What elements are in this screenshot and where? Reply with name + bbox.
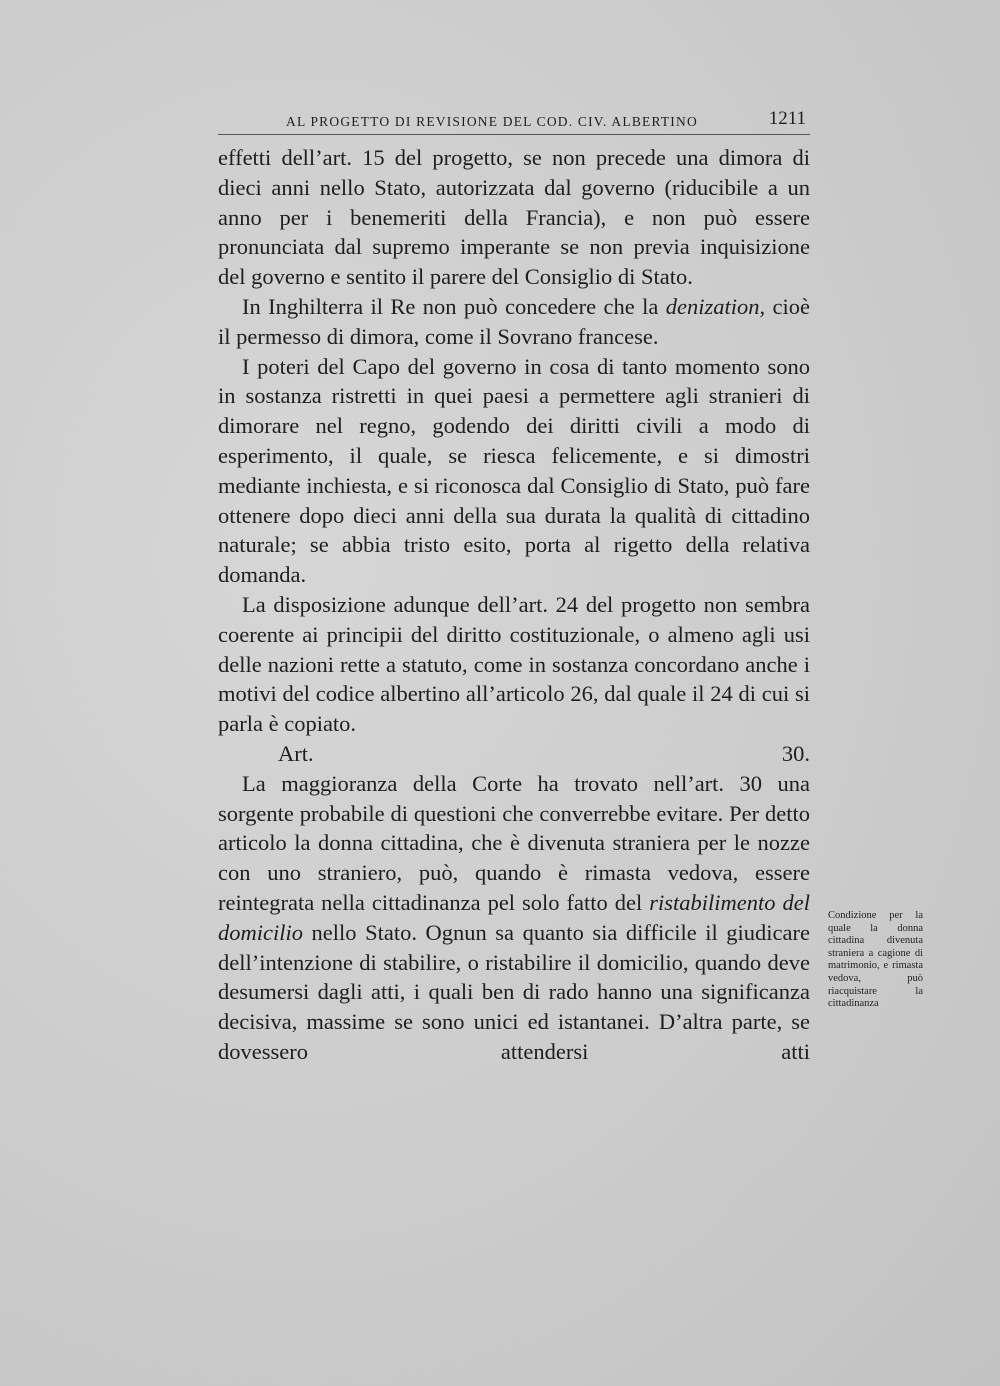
paragraph-5 [218,769,810,1067]
paragraph-1: effetti dell’art. 15 del progetto, se non precede una dimora di dieci anni nello Stato, autorizzata dal governo (riducibile a un anno per i benemeriti della Francia), e non può essere pronunciata dal supremo imperante se non previa inquisizione del governo e sentito il parere del Consiglio di Stato. [218,145,810,290]
margin-note: Condizione per la quale la donna cittadina divenuta straniera a cagione di matrimonio, e rimasta vedova, può riacquistare la cittadinanza [828,910,923,1010]
paragraph-5-italic: ristabilimento del domicilio [218,889,810,945]
paragraph-4: La disposizione adunque dell’art. 24 del progetto non sembra coerente ai principii del diritto costituzionale, o almeno agli usi delle nazioni rette a statuto, come in sostanza concordano anche i motivi del codice albertino all’articolo 26, dal quale il 24 di cui si parla è copiato. [218,591,810,737]
paragraph-2-italic: denization, [665,293,766,319]
body-text [218,143,810,1067]
paragraph-2-text-b: cioè il permesso di dimora, come il Sovrano francese. [218,293,810,349]
article-heading: Art. 30. [278,740,810,766]
paragraph-5-text-a: La maggioranza della Corte ha trovato nell’art. 30 una sorgente probabile di questioni che converrebbe evitare. Per detto articolo la donna cittadina, che è divenuta straniera per le nozze con uno straniero, può, quando è rimasta vedova, essere reintegrata nella cittadinanza pel solo fatto del [218,770,810,915]
paragraph-2 [218,292,810,352]
paragraph-2-text-a: In Inghilterra il Re non può concedere che la [242,293,666,319]
page-header [218,104,810,135]
paragraph-5-text-b: nello Stato. Ognun sa quanto sia difficile il giudicare dell’intenzione di stabilire, o ristabilire il domicilio, quando deve desumersi dagli atti, i quali ben di rado hanno una significanza decisiva, massime se sono unici ed istantanei. D’altra parte, se dovessero attendersi atti [218,919,810,1064]
running-title: AL PROGETTO DI REVISIONE DEL COD. CIV. ALBERTINO [286,114,698,129]
page-number: 1211 [768,108,806,129]
paragraph-3: I poteri del Capo del governo in cosa di tanto momento sono in sostanza ristretti in quei paesi a permettere agli stranieri di dimorare nel regno, godendo dei diritti civili a modo di esperimento, il quale, se riesca felicemente, e si dimostri mediante inchiesta, e si riconosca dal Consiglio di Stato, può fare ottenere dopo dieci anni della sua durata la qualità di cittadino naturale; se abbia tristo esito, porta al rigetto della relativa domanda. [218,353,810,588]
